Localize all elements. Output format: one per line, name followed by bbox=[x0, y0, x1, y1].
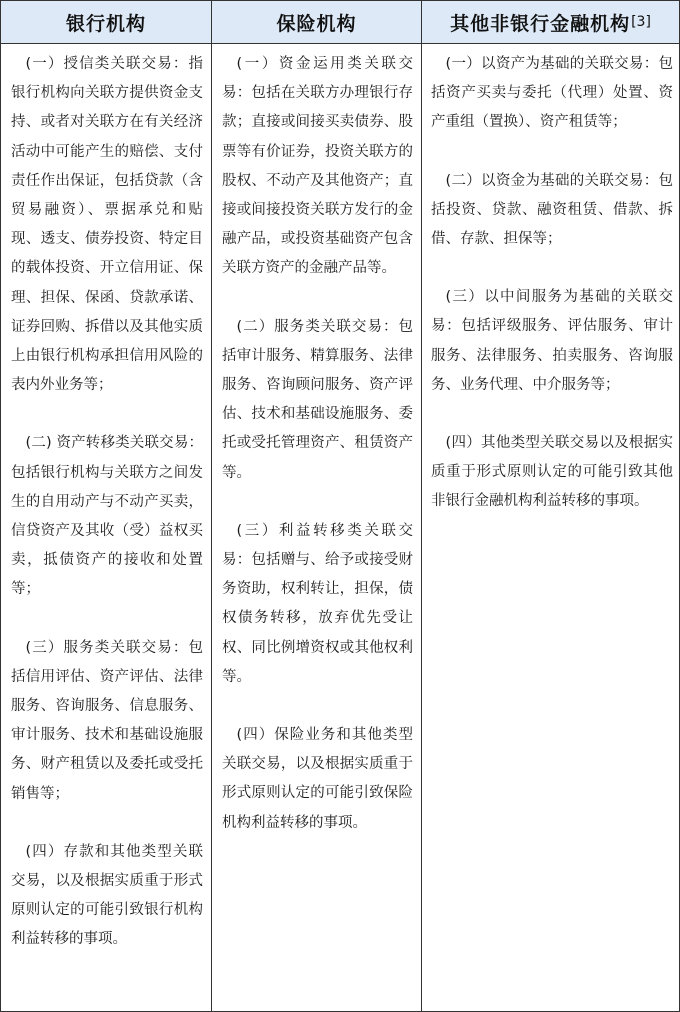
category-paragraph: (二）服务类关联交易：包括审计服务、精算服务、法律服务、咨询顾问服务、资产评估、技术和基础设施服务、委托或受托管理资产、租赁资产等。 bbox=[222, 318, 413, 481]
column-header bbox=[1, 1, 211, 44]
column-title: 保险机构 bbox=[276, 12, 357, 35]
category-paragraph: (一）以资产为基础的关联交易：包括资产买卖与委托（代理）处置、资产重组（置换）、资产租赁等； bbox=[431, 56, 673, 131]
category-paragraph: (三）利益转移类关联交易：包括赠与、给予或接受财务资助，权利转让，担保，债权债务转移，放弃优先受让权、同比例增资权或其他权利等。 bbox=[222, 522, 413, 685]
column-title: 银行机构 bbox=[65, 12, 146, 35]
footnote-reference[interactable]: [3] bbox=[631, 14, 651, 30]
column-body bbox=[212, 44, 421, 838]
column-body bbox=[422, 44, 679, 517]
column-insurance-institutions bbox=[212, 1, 422, 1011]
category-paragraph: (二) 资产转移类关联交易：包括银行机构与关联方之间发生的自用动产与不动产买卖，信贷资产及其收（受）益权买卖，抵债资产的接收和处置等； bbox=[11, 435, 203, 598]
column-bank-institutions bbox=[1, 1, 212, 1011]
category-paragraph: (三）以中间服务为基础的关联交易：包括评级服务、评估服务、审计服务、法律服务、拍卖服务、咨询服务、业务代理、中介服务等； bbox=[431, 289, 673, 393]
category-paragraph: (四）其他类型关联交易以及根据实质重于形式原则认定的可能引致其他非银行金融机构利益转移的事项。 bbox=[431, 435, 673, 510]
category-paragraph: (四）存款和其他类型关联交易，以及根据实质重于形式原则认定的可能引致银行机构利益转移的事项。 bbox=[11, 843, 203, 948]
column-body bbox=[1, 44, 211, 955]
column-header bbox=[212, 1, 421, 44]
category-paragraph: (三）服务类关联交易：包括信用评估、资产评估、法律服务、咨询服务、信息服务、审计服务、技术和基础设施服务、财产租赁以及委托或受托销售等； bbox=[11, 639, 203, 802]
category-paragraph: (四）保险业务和其他类型关联交易，以及根据实质重于形式原则认定的可能引致保险机构利益转移的事项。 bbox=[222, 727, 413, 831]
category-paragraph: (二）以资金为基础的关联交易：包括投资、贷款、融资租赁、借款、拆借、存款、担保等； bbox=[431, 172, 673, 248]
category-paragraph: (一）授信类关联交易：指银行机构向关联方提供资金支持、或者对关联方在有关经济活动中可能产生的赔偿、支付责任作出保证，包括贷款（含贸易融资）、票据承兑和贴现、透支、债券投资、特定目的载体投资、开立信用证、保理、担保、保函、贷款承诺、证券回购、拆借以及其他实质上由银行机构承担信用风险的表内外业务等； bbox=[11, 56, 203, 394]
column-other-nonbank-institutions bbox=[422, 1, 679, 1011]
column-title: 其他非银行金融机构 bbox=[450, 12, 631, 35]
column-header bbox=[422, 1, 679, 44]
category-paragraph: (一）资金运用类关联交易：包括在关联方办理银行存款；直接或间接买卖债券、股票等有价证券，投资关联方的股权、不动产及其他资产；直接或间接投资关联方发行的金融产品，或投资基础资产包含关联方资产的金融产品等。 bbox=[222, 56, 413, 277]
